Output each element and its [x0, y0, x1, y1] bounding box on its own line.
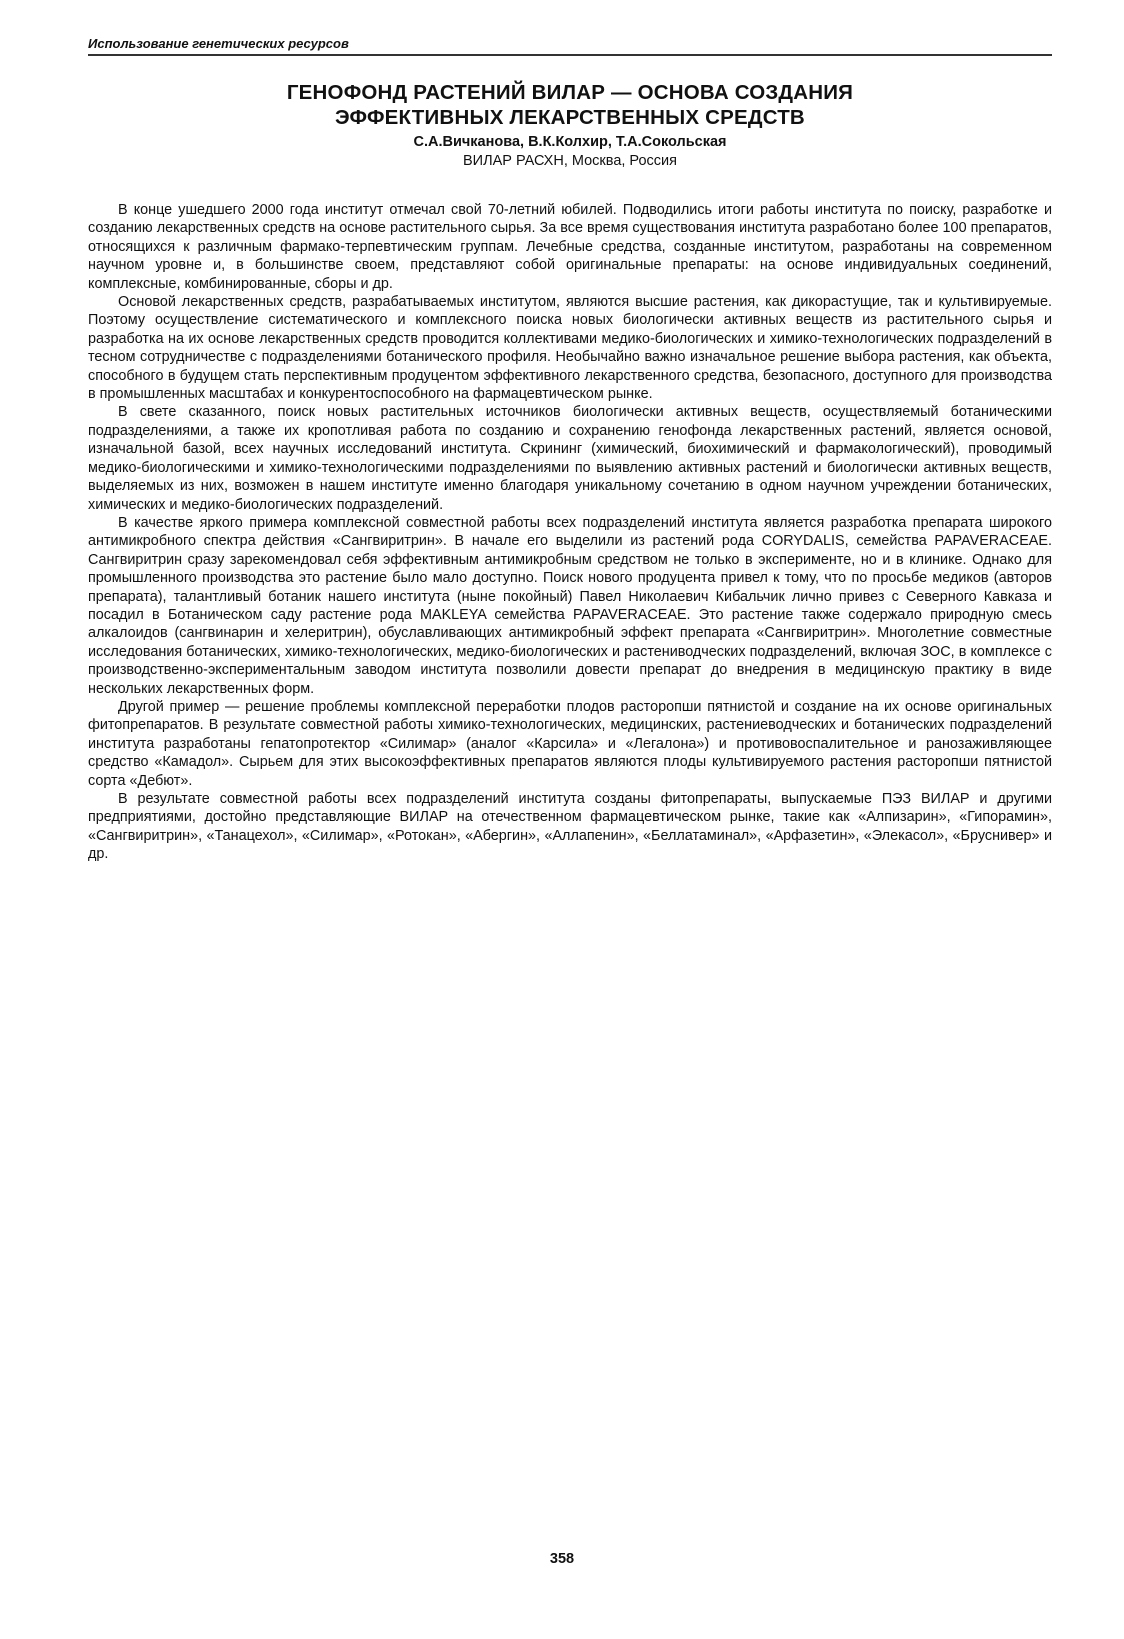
paragraph-2: Основой лекарственных средств, разрабатываемых институтом, являются высшие растения, как дикорастущие, так и культивируемые. Поэтому осуществление систематического и комплексного поиска новых биологически активных веществ из растительного сырья и разработка на их основе лекарственных средств проводится коллективами медико-биологических и химико-технологических подразделений в тесном сотрудничестве с подразделениями ботанического профиля. Необычайно важно изначальное решение выбора растения, как объекта, способного в будущем стать перспективным продуцентом эффективного лекарственного средства, безопасного, доступного для производства в промышленных масштабах и конкурентоспособного на фармацевтическом рынке.: [88, 294, 1052, 403]
running-header: Использование генетических ресурсов: [88, 36, 349, 51]
paragraph-6: В результате совместной работы всех подразделений института созданы фитопрепараты, выпускаемые ПЭЗ ВИЛАР и другими предприятиями, достойно представляющие ВИЛАР на отечественном фармацевтическом рынке, такие как «Алпизарин», «Гипорамин», «Сангвиритрин», «Танацехол», «Силимар», «Ротокан», «Абергин», «Аллапенин», «Беллатаминал», «Арфазетин», «Элекасол», «Бруснивер» и др.: [88, 791, 1052, 863]
article-header: [88, 80, 1052, 171]
article-body: [88, 201, 1052, 864]
page-number: 358: [549, 1551, 575, 1567]
paragraph-1: В конце ушедшего 2000 года институт отмечал свой 70-летний юбилей. Подводились итоги работы института по поиску, разработке и созданию лекарственных средств на основе растительного сырья. За все время существования института разработано более 100 препаратов, относящихся к различным фармако-терпевтическим группам. Лечебные средства, созданные институтом, разработаны на современном научном уровне и, в большинстве своем, представляют собой оригинальные препараты: на основе индивидуальных соединений, комплексные, комбинированные, сборы и др.: [88, 202, 1052, 292]
paragraph-3: В свете сказанного, поиск новых растительных источников биологически активных веществ, осуществляемый ботаническими подразделениями, а также их кропотливая работа по созданию и сохранению генофонда лекарственных растений, является основой, изначальной базой, всех научных исследований института. Скрининг (химический, биохимический и фармакологический), проводимый медико-биологическими и химико-технологическими подразделениями по выявлению активных растений и биологически активных веществ, выделяемых из них, возможен в нашем институте именно благодаря уникальному сочетанию в одном научном учреждении ботанических, химических и медико-биологических подразделений.: [88, 404, 1052, 513]
paragraph-4: В качестве яркого примера комплексной совместной работы всех подразделений института является разработка препарата широкого антимикробного спектра действия «Сангвиритрин». В начале его выделили из растений рода CORYDALIS, семейства PAPAVERACEAE. Сангвиритрин сразу зарекомендовал себя эффективным антимикробным средством не только в эксперименте, но и в клинике. Однако для промышленного производства это растение было мало доступно. Поиск нового продуцента привел к тому, что по просьбе медиков (авторов препарата), талантливый ботаник нашего института (ныне покойный) Павел Николаевич Кибальчик лично привез с Северного Кавказа и посадил в Ботаническом саду растение рода MAKLEYA семейства PAPAVERACEAE. Это растение также содержало природную смесь алкалоидов (сангвинарин и хелеритрин), обуславливающих антимикробный эффект препарата «Сангвиритрин». Многолетние совместные исследования ботанических, химико-технологических, медико-биологических и растениводческих подразделений, включая ЗОС, в комплексе с производственно-экспериментальным заводом института позволили довести препарат до внедрения в медицинскую практику в виде нескольких лекарственных форм.: [88, 514, 1052, 697]
article-title-line-1: ГЕНОФОНД РАСТЕНИЙ ВИЛАР — ОСНОВА СОЗДАНИЯ: [286, 81, 854, 104]
article-affiliation: ВИЛАР РАСХН, Москва, Россия: [462, 153, 677, 169]
article-title-line-2: ЭФФЕКТИВНЫХ ЛЕКАРСТВЕННЫХ СРЕДСТВ: [335, 106, 805, 129]
header-divider: [88, 54, 1052, 56]
paragraph-5: Другой пример — решение проблемы комплексной переработки плодов расторопши пятнистой и создание на их основе оригинальных фитопрепаратов. В результате совместной работы химико-технологических, медицинских, растениеводческих и ботанических подразделений института разработаны гепатопротектор «Силимар» (аналог «Карсила» и «Легалона») и противовоспалительное и ранозаживляющее средство «Камадол». Сырьем для этих высокоэффективных препаратов являются плоды культивируемого растения расторопши пятнистой сорта «Дебют».: [88, 698, 1052, 789]
article-authors: С.А.Вичканова, В.К.Колхир, Т.А.Сокольская: [413, 134, 727, 150]
